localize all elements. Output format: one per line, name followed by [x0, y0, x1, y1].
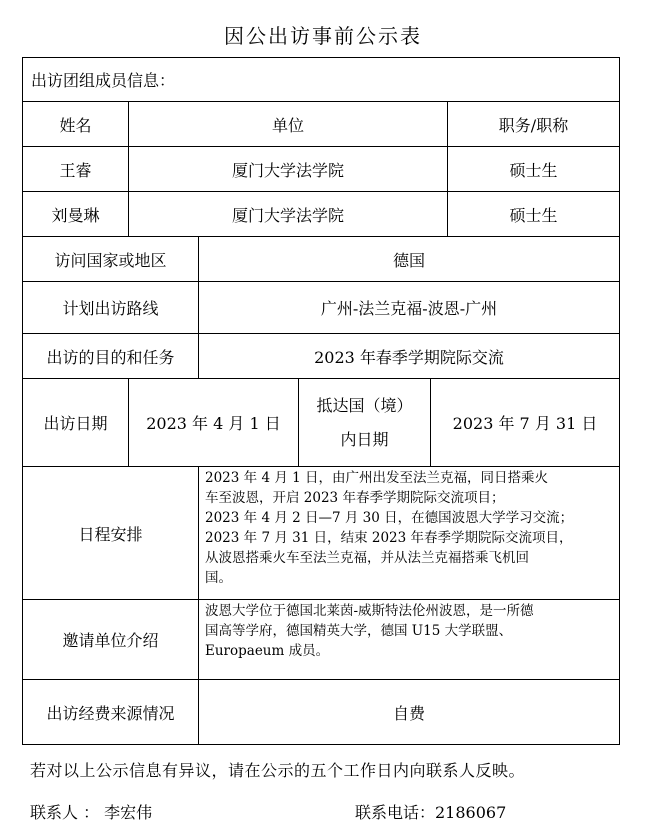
arrival-date: 2023 年 7 月 31 日 [431, 379, 620, 467]
page-title: 因公出访事前公示表 [224, 24, 422, 48]
member-row [23, 192, 620, 237]
position-column-header: 职务/职称 [448, 102, 620, 147]
contact-person: 联系人 ： 李宏伟 [30, 803, 153, 822]
member-row [23, 147, 620, 192]
departure-date: 2023 年 4 月 1 日 [129, 379, 299, 467]
name-column-header: 姓名 [23, 102, 129, 147]
funding-label: 出访经费来源情况 [23, 680, 199, 745]
objection-note: 若对以上公示信息有异议，请在公示的五个工作日内向联系人反映。 [30, 761, 526, 780]
members-header-row [23, 58, 620, 102]
schedule-line: 2023 年 4 月 2 日—7 月 30 日，在德国波恩大学学习交流； [205, 510, 574, 526]
schedule-row [23, 467, 620, 600]
arrival-label-line1: 抵达国（境） [316, 395, 413, 415]
funding-value: 自费 [199, 680, 620, 745]
members-header: 出访团组成员信息： [23, 58, 620, 102]
schedule-text [199, 467, 620, 600]
route-row [23, 282, 620, 334]
inviter-line: 国高等学府，德国精英大学，德国 U15 大学联盟、 [205, 623, 513, 639]
schedule-line: 2023 年 4 月 1 日，由广州出发至法兰克福，同日搭乘火 [205, 470, 548, 486]
member-position: 硕士生 [448, 192, 620, 237]
inviter-label: 邀请单位介绍 [23, 600, 199, 680]
inviter-text [199, 600, 620, 680]
dates-label: 出访日期 [23, 379, 129, 467]
contact-phone: 联系电话：2186067 [355, 803, 507, 822]
dates-row [23, 379, 620, 467]
disclosure-table [22, 57, 620, 745]
members-column-header-row [23, 102, 620, 147]
purpose-value: 2023 年春季学期院际交流 [199, 334, 620, 379]
member-position: 硕士生 [448, 147, 620, 192]
schedule-line: 2023 年 7 月 31 日，结束 2023 年春季学期院际交流项目， [205, 530, 573, 546]
arrival-label-line2: 内日期 [340, 429, 389, 449]
inviter-line: 波恩大学位于德国北莱茵-威斯特法伦州波恩，是一所德 [205, 603, 534, 619]
inviter-row [23, 600, 620, 680]
schedule-label: 日程安排 [23, 467, 199, 600]
country-row [23, 237, 620, 282]
schedule-line: 从波恩搭乘火车至法兰克福，并从法兰克福搭乘飞机回 [205, 550, 529, 566]
unit-column-header: 单位 [129, 102, 448, 147]
member-unit: 厦门大学法学院 [129, 192, 448, 237]
route-label: 计划出访路线 [23, 282, 199, 334]
member-name: 刘曼琳 [23, 192, 129, 237]
route-value: 广州-法兰克福-波恩-广州 [199, 282, 620, 334]
schedule-line: 车至波恩，开启 2023 年春季学期院际交流项目； [205, 490, 505, 506]
arrival-label [299, 379, 431, 467]
member-unit: 厦门大学法学院 [129, 147, 448, 192]
inviter-line: Europaeum 成员。 [205, 643, 330, 659]
purpose-label: 出访的目的和任务 [23, 334, 199, 379]
purpose-row [23, 334, 620, 379]
member-name: 王睿 [23, 147, 129, 192]
country-value: 德国 [199, 237, 620, 282]
funding-row [23, 680, 620, 745]
country-label: 访问国家或地区 [23, 237, 199, 282]
schedule-line: 国。 [205, 570, 232, 586]
